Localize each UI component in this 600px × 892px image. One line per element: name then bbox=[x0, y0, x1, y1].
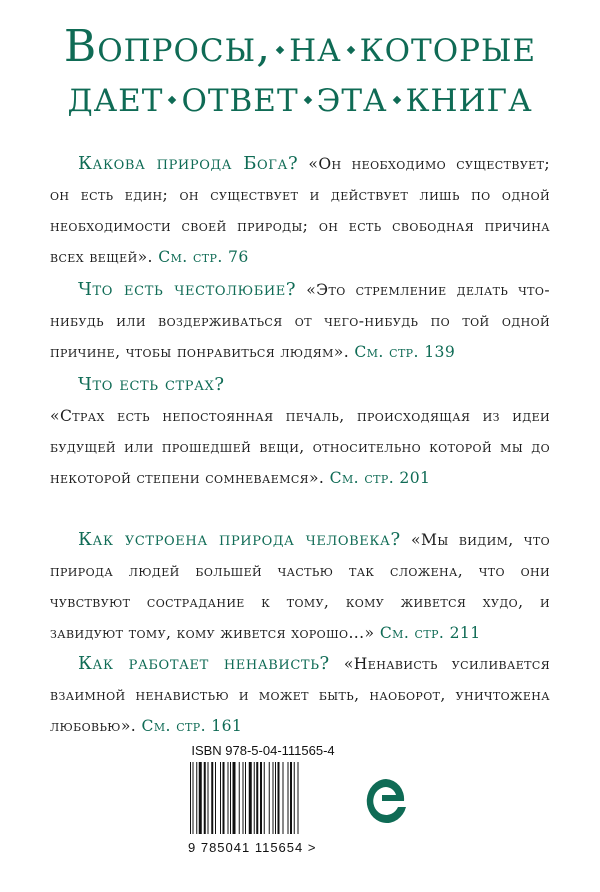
barcode-bar bbox=[260, 762, 262, 834]
page-reference: См. стр. 201 bbox=[329, 469, 431, 487]
question: Как работает ненависть? bbox=[78, 653, 330, 674]
barcode-bar bbox=[275, 762, 276, 834]
entry-god bbox=[50, 148, 550, 273]
page-reference: См. стр. 139 bbox=[354, 343, 456, 361]
answer: «Это стремление делать что-нибудь или воздерживаться от чего-нибудь по той одной причине, чтобы понравиться людям». bbox=[50, 281, 551, 361]
barcode-bar bbox=[199, 762, 202, 834]
question: Какова природа Бога? bbox=[78, 153, 299, 174]
diamond-dot-icon bbox=[392, 95, 400, 103]
barcode-bar bbox=[211, 762, 213, 834]
title-word: на bbox=[289, 21, 342, 72]
isbn-text: ISBN 978-5-04-111565-4 bbox=[191, 743, 335, 758]
entry-hatred bbox=[50, 648, 550, 742]
barcode-bar bbox=[290, 762, 292, 834]
barcode-bar bbox=[298, 762, 299, 834]
title-line-2 bbox=[0, 72, 600, 122]
barcode-bar bbox=[190, 762, 191, 834]
diamond-dot-icon bbox=[303, 95, 311, 103]
page-title bbox=[0, 22, 600, 122]
title-word: Вопросы, bbox=[63, 21, 272, 72]
title-word: ответ bbox=[181, 71, 299, 122]
title-word: которые bbox=[359, 21, 537, 72]
barcode-bar bbox=[208, 762, 209, 834]
barcode-bar bbox=[256, 762, 258, 834]
barcode-bar bbox=[278, 762, 280, 834]
answer: «Мы видим, что природа людей большей частью так сложена, что они чувствуют сострадание к тому, кому живется худо, и завидуют тому, кому живется хорошо...» bbox=[50, 531, 550, 642]
answer: «Он необходимо существует; он есть един; он существует и действует лишь по одной необходимости своей природы; он есть свободная причина всех вещей». bbox=[50, 155, 550, 266]
entry-fear bbox=[50, 369, 550, 494]
diamond-dot-icon bbox=[276, 45, 284, 53]
answer: «Ненависть усиливается взаимной ненавистью и может быть, наоборот, уничтожена любовью». bbox=[50, 655, 550, 735]
barcode-bar bbox=[220, 762, 221, 834]
title-line-1 bbox=[0, 22, 600, 72]
barcode-bar bbox=[243, 762, 244, 834]
barcode-bars bbox=[188, 762, 338, 834]
barcode-digits: 9 785041 115654 > bbox=[188, 840, 317, 855]
barcode-bar bbox=[223, 762, 225, 834]
answer: «Страх есть непостоянная печаль, происходящая из идеи будущей или прошедшей вещи, относительно которой мы до некоторой степени сомневаемся». bbox=[50, 407, 550, 487]
question: Что есть честолюбие? bbox=[78, 279, 297, 300]
barcode-bar bbox=[193, 762, 194, 834]
eksmo-e-logo-icon bbox=[362, 773, 410, 829]
barcode-bar bbox=[228, 762, 229, 834]
barcode-bar bbox=[294, 762, 295, 834]
question: Как устроена природа человека? bbox=[78, 529, 401, 550]
barcode-bar bbox=[283, 762, 284, 834]
barcode-bar bbox=[273, 762, 274, 834]
barcode-bar bbox=[288, 762, 289, 834]
question: Что есть страх? bbox=[78, 374, 225, 395]
barcode-bar bbox=[239, 762, 240, 834]
diamond-dot-icon bbox=[168, 95, 176, 103]
barcode-bar bbox=[249, 762, 252, 834]
page-reference: См. стр. 161 bbox=[141, 717, 243, 735]
diamond-dot-icon bbox=[346, 45, 354, 53]
barcode-bar bbox=[269, 762, 270, 834]
title-word: книга bbox=[405, 71, 533, 122]
barcode-bar bbox=[230, 762, 231, 834]
entry-ambition bbox=[50, 274, 550, 368]
barcode-bar bbox=[254, 762, 255, 834]
page-reference: См. стр. 76 bbox=[158, 248, 249, 266]
barcode-bar bbox=[264, 762, 265, 834]
barcode bbox=[188, 743, 338, 855]
page-reference: См. стр. 211 bbox=[379, 624, 481, 642]
title-word: эта bbox=[316, 71, 388, 122]
barcode-bar bbox=[196, 762, 197, 834]
barcode-bar bbox=[204, 762, 206, 834]
barcode-bar bbox=[233, 762, 236, 834]
title-word: дает bbox=[67, 71, 164, 122]
barcode-bar bbox=[245, 762, 246, 834]
entry-human-nature bbox=[50, 524, 550, 649]
barcode-bar bbox=[215, 762, 216, 834]
